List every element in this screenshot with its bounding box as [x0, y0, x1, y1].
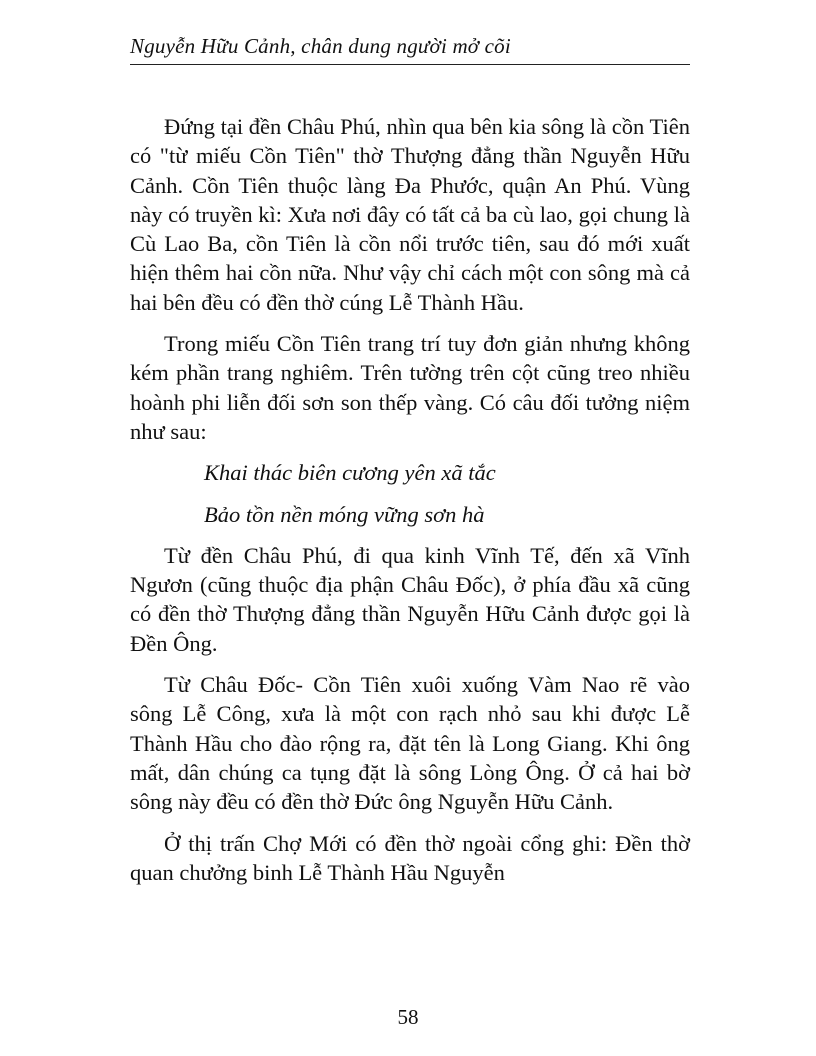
couplet-line-2: Bảo tồn nền móng vững sơn hà — [204, 501, 485, 527]
paragraph-vinh-nguon: Từ đền Châu Phú, đi qua kinh Vĩnh Tế, đến xã Vĩnh Ngươn (cũng thuộc địa phận Châu Đốc), ở phía đầu xã cũng có đền thờ Thượng đẳng thần Nguyễn Hữu Cảnh được gọi là Đền Ông. — [130, 542, 690, 656]
running-header-title: Nguyễn Hữu Cảnh, chân dung người mở cõi — [130, 34, 511, 58]
paragraph-con-tien-shrine: Trong miếu Cồn Tiên trang trí tuy đơn giản nhưng không kém phần trang nghiêm. Trên tường trên cột cũng treo nhiều hoành phi liễn đối sơn son thếp vàng. Có câu đối tưởng niệm như sau: — [130, 331, 690, 444]
header-rule — [130, 64, 690, 65]
paragraph-chau-phu-temple: Đứng tại đền Châu Phú, nhìn qua bên kia sông là cồn Tiên có "từ miếu Cồn Tiên" thờ Thượng đẳng thần Nguyễn Hữu Cảnh. Cồn Tiên thuộc làng Đa Phước, quận An Phú. Vùng này có truyền kì: Xưa nơi đây có tất cả ba cù lao, gọi chung là Cù Lao Ba, cồn Tiên là cồn nổi trước tiên, sau đó mới xuất hiện thêm hai cồn nữa. Như vậy chỉ cách một con sông mà cả hai bên đều có đền thờ cúng Lễ Thành Hầu. — [130, 114, 690, 315]
paragraph-long-giang: Từ Châu Đốc- Cồn Tiên xuôi xuống Vàm Nao rẽ vào sông Lễ Công, xưa là một con rạch nhỏ sau khi được Lễ Thành Hầu cho đào rộng ra, đặt tên là Long Giang. Khi ông mất, dân chúng ca tụng đặt là sông Lòng Ông. Ở cả hai bờ sông này đều có đền thờ Đức ông Nguyễn Hữu Cảnh. — [130, 672, 690, 815]
paragraph-cho-moi: Ở thị trấn Chợ Mới có đền thờ ngoài cổng ghi: Đền thờ quan chưởng binh Lễ Thành Hầu Nguyễn — [130, 830, 690, 885]
page-body — [130, 112, 690, 899]
page-number: 58 — [397, 1005, 419, 1029]
couplet-line-1: Khai thác biên cương yên xã tắc — [204, 460, 496, 486]
